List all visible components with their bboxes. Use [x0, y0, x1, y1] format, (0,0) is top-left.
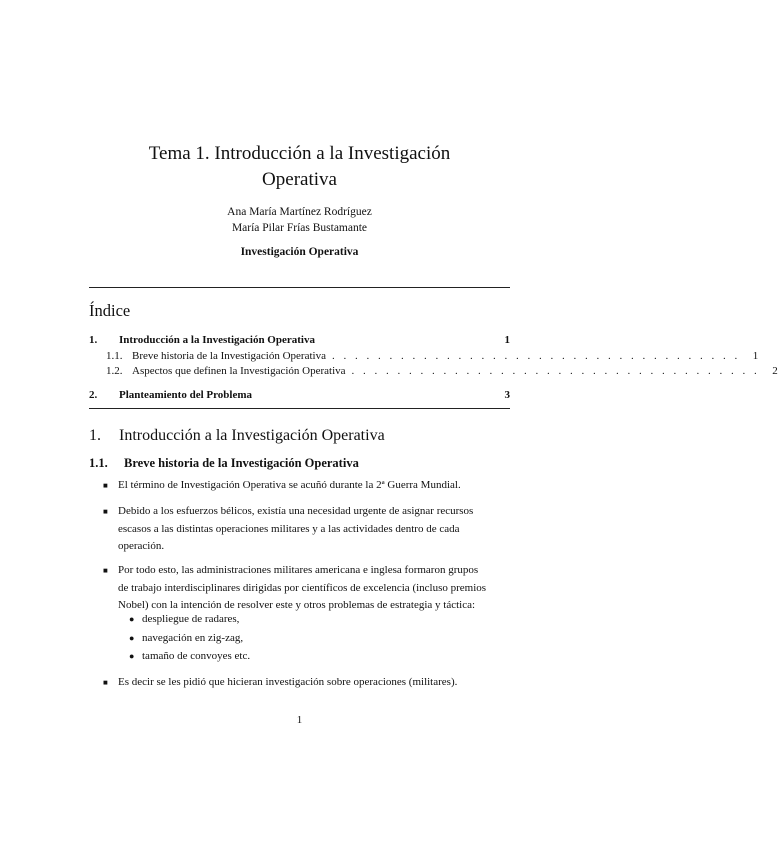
bullet-text-line: escasos a las distintas operaciones militares y a las actividades dentro de cada: [118, 522, 460, 535]
sub-bullet-item: [129, 630, 243, 647]
bullet-text-line: operación.: [118, 540, 165, 552]
toc-entry-label: Introducción a la Investigación Operativa: [119, 334, 315, 346]
bullet-text-line: Debido a los esfuerzos bélicos, existía una necesidad urgente de asignar recursos: [118, 505, 474, 517]
title-line-1: Tema 1. Introducción a la Investigación: [148, 143, 451, 164]
toc-divider: [89, 408, 510, 409]
bullet-icon: ■: [103, 507, 108, 516]
author-1: Ana María Martínez Rodríguez: [227, 206, 372, 218]
sub-bullet-text: navegación en zig-zag,: [142, 632, 244, 644]
subsection-title: Breve historia de la Investigación Operativa: [124, 456, 359, 470]
bullet-text-line: Por todo esto, las administraciones militares americana e inglesa formaron grupos: [118, 564, 479, 576]
toc-heading: Índice: [89, 301, 131, 320]
sub-bullet-icon: ●: [129, 614, 135, 624]
bullet-item: [103, 477, 510, 495]
bullet-text-line: de trabajo interdisciplinares dirigidas por científicos de excelencia (incluso premios: [118, 581, 487, 594]
section-heading: [89, 427, 385, 445]
bullet-icon: ■: [103, 566, 108, 575]
course-name: Investigación Operativa: [240, 246, 359, 258]
toc-entry-label: Aspectos que definen la Investigación Operativa: [132, 365, 346, 377]
toc-entry-1-2[interactable]: [89, 365, 778, 377]
bullet-text-line: Nobel) con la intención de resolver este y otros problemas de estrategia y táctica:: [118, 599, 476, 611]
top-divider: [89, 287, 510, 288]
page-number: 1: [296, 714, 303, 726]
bullet-text-line: Es decir se les pidió que hicieran investigación sobre operaciones (militares).: [118, 676, 458, 688]
toc-entry-label: Planteamiento del Problema: [119, 389, 252, 401]
bullet-icon: ■: [103, 678, 108, 687]
bullet-text-line: El término de Investigación Operativa se acuñó durante la 2ª Guerra Mundial.: [118, 479, 461, 491]
sub-bullet-icon: ●: [129, 633, 135, 643]
toc-entry-2[interactable]: [89, 389, 510, 401]
subsection-number: 1.1.: [89, 456, 108, 470]
toc-entry-1-1[interactable]: [89, 350, 759, 362]
sub-bullet-icon: ●: [129, 651, 135, 661]
toc-entry-num: 1.1.: [106, 350, 123, 362]
toc-entry-num: 2.: [89, 389, 98, 401]
sub-bullet-text: tamaño de convoyes etc.: [142, 650, 251, 662]
bullet-item: [103, 562, 510, 615]
subsection-heading: [89, 456, 359, 471]
document-title: [0, 141, 599, 193]
toc-entry-1[interactable]: [89, 334, 510, 346]
author-2: María Pilar Frías Bustamante: [231, 222, 368, 234]
toc-entry-page: 1: [752, 350, 759, 362]
toc-leader-dots: . . . . . . . . . . . . . . . . . . . . . . . . . . . . . . . . . . . .: [351, 365, 760, 377]
toc-entry-page: 3: [504, 389, 510, 401]
section-title: Introducción a la Investigación Operativa: [119, 427, 385, 444]
sub-bullet-item: [129, 611, 239, 628]
toc-entry-page: 1: [504, 334, 510, 346]
toc-entry-num: 1.: [89, 334, 98, 346]
toc-leader-dots: . . . . . . . . . . . . . . . . . . . . . . . . . . . . . . . . . . . .: [331, 350, 741, 362]
sub-bullet-item: [129, 648, 250, 665]
bullet-icon: ■: [103, 481, 108, 490]
toc-entry-page: 2: [772, 365, 778, 377]
bullet-item: [103, 674, 510, 692]
toc-entry-label: Breve historia de la Investigación Operativa: [132, 350, 326, 362]
bullet-item: [103, 503, 510, 556]
sub-bullet-text: despliegue de radares,: [142, 613, 240, 625]
title-line-2: Operativa: [262, 169, 337, 190]
section-number: 1.: [89, 427, 101, 444]
toc-entry-num: 1.2.: [106, 365, 123, 377]
